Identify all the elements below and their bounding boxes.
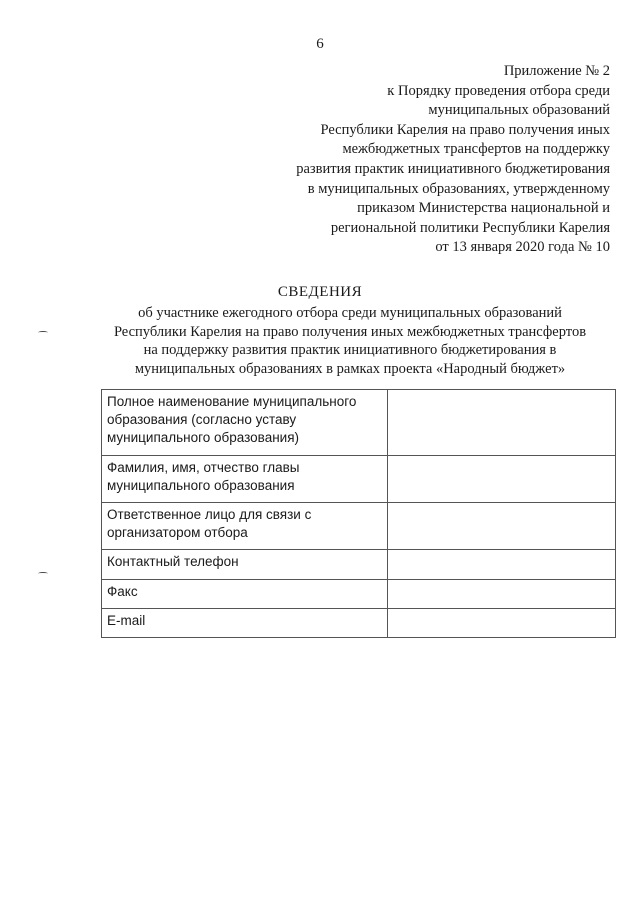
label-line: муниципального образования) bbox=[107, 430, 300, 445]
appendix-line: Республики Карелия на право получения иных bbox=[320, 121, 610, 138]
appendix-header bbox=[250, 62, 610, 258]
appendix-line: приказом Министерства национальной и bbox=[357, 200, 610, 217]
value-cell-phone[interactable] bbox=[388, 550, 616, 580]
margin-hole-mark bbox=[38, 331, 48, 334]
label-line: организатором отбора bbox=[107, 525, 248, 540]
table-row bbox=[102, 503, 616, 550]
appendix-line: региональной политики Республики Карелия bbox=[330, 219, 610, 236]
value-cell-contact-person[interactable] bbox=[388, 503, 616, 550]
table-row bbox=[102, 609, 616, 638]
appendix-line: развития практик инициативного бюджетирования bbox=[296, 160, 610, 177]
value-cell-head-name[interactable] bbox=[388, 456, 616, 503]
margin-hole-mark bbox=[38, 572, 48, 575]
label-line: Полное наименование муниципального bbox=[107, 394, 357, 409]
table-row bbox=[102, 550, 616, 580]
subtitle-line: об участнике ежегодного отбора среди муниципальных образований bbox=[138, 305, 562, 321]
label-line: образования (согласно уставу bbox=[107, 412, 297, 427]
subtitle-line: Республики Карелия на право получения иных межбюджетных трансфертов bbox=[113, 323, 587, 340]
appendix-line: межбюджетных трансфертов на поддержку bbox=[342, 141, 610, 158]
table-row bbox=[102, 456, 616, 503]
label-line: Факс bbox=[107, 584, 138, 599]
label-line: Ответственное лицо для связи с bbox=[107, 507, 312, 522]
page-number: 6 bbox=[316, 36, 324, 52]
row-label-contact-person bbox=[102, 503, 388, 550]
row-label-full-name bbox=[102, 390, 388, 456]
subtitle-line: муниципальных образованиях в рамках проекта «Народный бюджет» bbox=[134, 360, 566, 377]
label-line: муниципального образования bbox=[107, 478, 295, 493]
appendix-line: от 13 января 2020 года № 10 bbox=[435, 239, 610, 256]
value-cell-full-name[interactable] bbox=[388, 390, 616, 456]
row-label-head-name bbox=[102, 456, 388, 503]
table-row bbox=[102, 580, 616, 609]
appendix-line: в муниципальных образованиях, утвержденному bbox=[307, 180, 610, 197]
value-cell-fax[interactable] bbox=[388, 580, 616, 609]
label-line: Контактный телефон bbox=[107, 554, 239, 569]
subtitle-line: на поддержку развития практик инициативного бюджетирования в bbox=[143, 342, 557, 358]
appendix-line: к Порядку проведения отбора среди bbox=[387, 82, 610, 99]
document-subtitle bbox=[100, 304, 600, 378]
table-row bbox=[102, 390, 616, 456]
appendix-line: Приложение № 2 bbox=[503, 63, 610, 79]
label-line: E-mail bbox=[107, 613, 146, 628]
participant-info-table bbox=[101, 389, 616, 638]
appendix-line: муниципальных образований bbox=[428, 102, 610, 119]
label-line: Фамилия, имя, отчество главы bbox=[107, 460, 300, 475]
row-label-phone bbox=[102, 550, 388, 580]
value-cell-email[interactable] bbox=[388, 609, 616, 638]
row-label-email bbox=[102, 609, 388, 638]
row-label-fax bbox=[102, 580, 388, 609]
document-title: СВЕДЕНИЯ bbox=[277, 284, 363, 300]
